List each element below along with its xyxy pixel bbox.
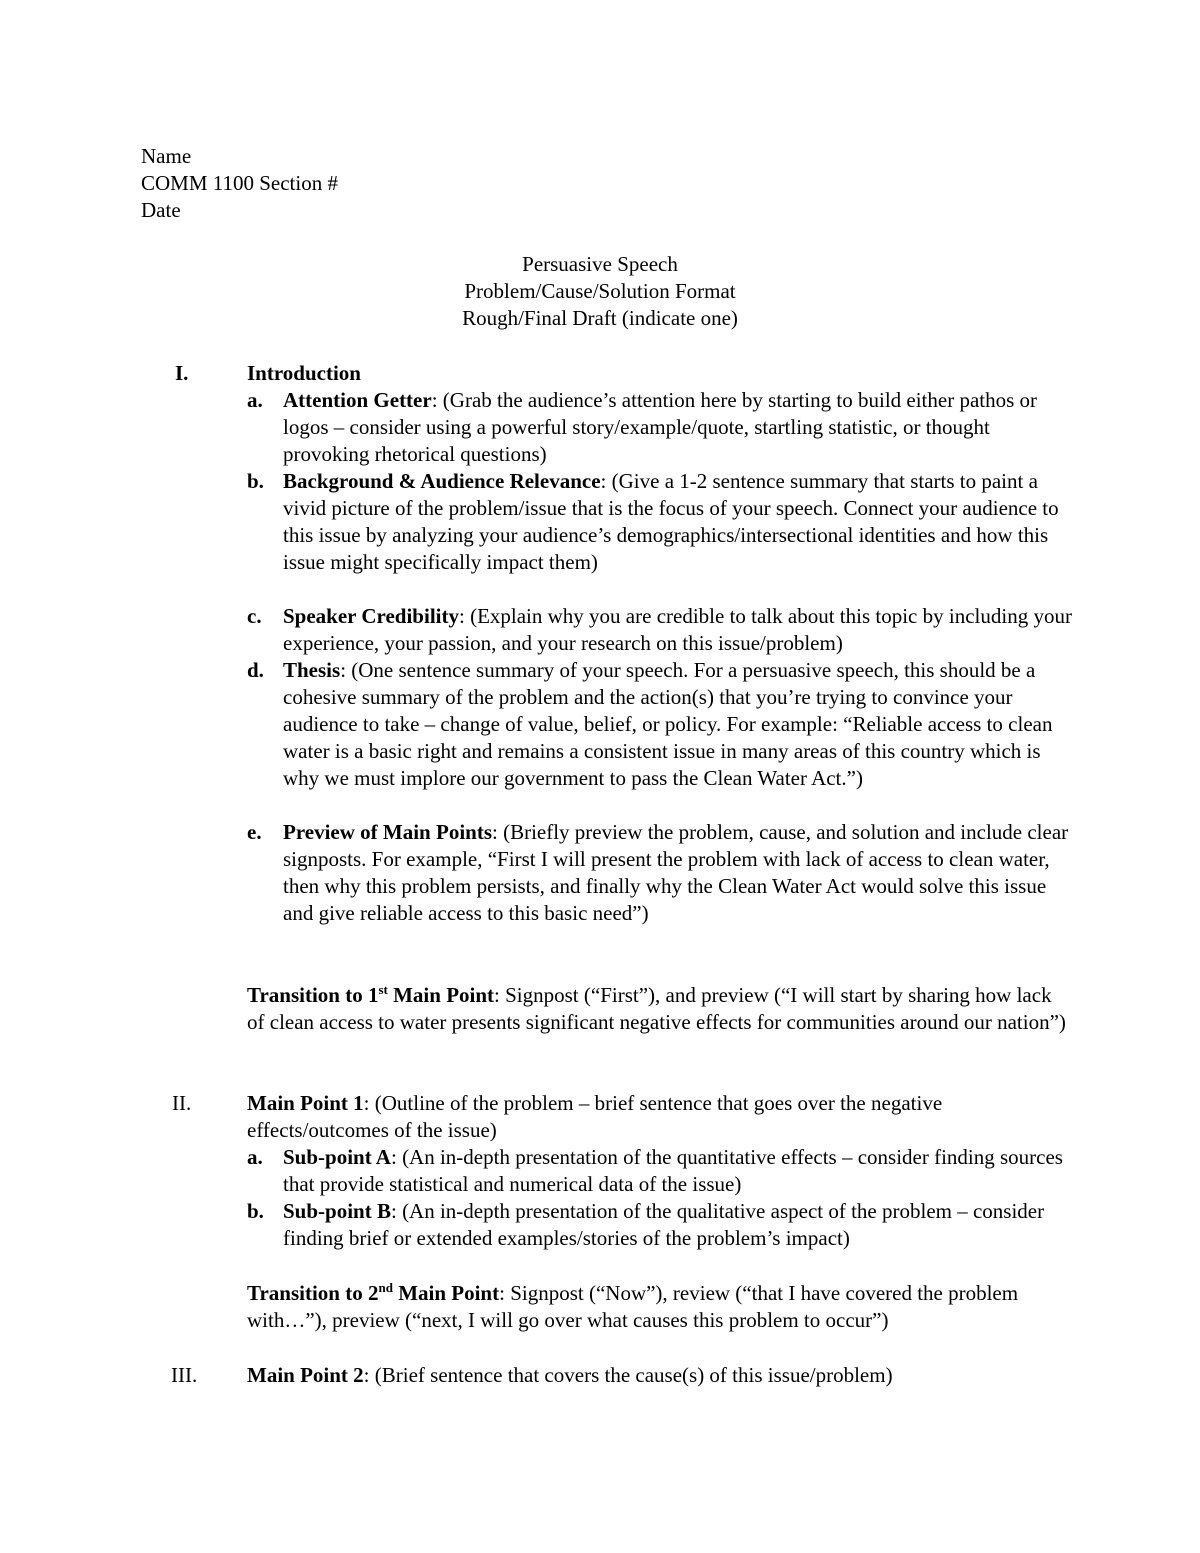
item-label: Attention Getter	[283, 388, 432, 412]
transition-1	[247, 982, 1067, 1036]
date-line: Date	[141, 198, 181, 222]
course-line: COMM 1100 Section #	[141, 171, 338, 195]
section-heading: Introduction	[247, 361, 361, 385]
item-body	[283, 603, 1073, 657]
item-label: Sub-point B	[283, 1199, 391, 1223]
section-text: : (Outline of the problem – brief sentence that goes over the negative effects/outcomes of the issue)	[247, 1091, 943, 1142]
section-numeral: III.	[171, 1363, 198, 1387]
transition-text: : Signpost (“First”), and preview (“I will start by sharing how lack of clean access to water presents significant negative effects for communities around our nation”)	[247, 983, 1066, 1034]
title-block	[0, 251, 1200, 332]
item-text: : (An in-depth presentation of the quantitative effects – consider finding sources that provide statistical and numerical data of the issue)	[283, 1145, 1063, 1196]
item-label: Thesis	[283, 658, 341, 682]
transition-label	[247, 1281, 499, 1305]
name-line: Name	[141, 144, 192, 168]
item-text: : (An in-depth presentation of the qualitative aspect of the problem – consider finding brief or extended examples/stories of the problem’s impact)	[283, 1199, 1045, 1250]
item-letter: b.	[247, 469, 264, 493]
item-body	[283, 1144, 1073, 1198]
item-label: Preview of Main Points	[283, 820, 492, 844]
section-numeral: II.	[172, 1091, 192, 1115]
item-letter: a.	[247, 388, 263, 412]
transition-label-sup: nd	[378, 1280, 393, 1295]
item-letter: b.	[247, 1199, 264, 1223]
transition-label	[247, 983, 494, 1007]
transition-label-sup: st	[378, 982, 388, 997]
item-letter: a.	[247, 1145, 263, 1169]
header-block	[141, 143, 338, 224]
transition-label-pre: Transition to 1	[247, 983, 379, 1007]
section-heading	[247, 1090, 1067, 1144]
transition-label-post: Main Point	[392, 1281, 500, 1305]
transition-text: : Signpost (“Now”), review (“that I have covered the problem with…”), preview (“next, I will go over what causes this problem to occur”)	[247, 1281, 1019, 1332]
item-body	[283, 1198, 1073, 1252]
item-letter: e.	[247, 820, 262, 844]
title-line-2: Problem/Cause/Solution Format	[464, 279, 736, 303]
title-line-3: Rough/Final Draft (indicate one)	[462, 306, 738, 330]
item-body	[283, 387, 1073, 468]
section-label: Main Point 2	[247, 1363, 364, 1387]
item-label: Sub-point A	[283, 1145, 391, 1169]
item-letter: c.	[247, 604, 262, 628]
item-text: : (Explain why you are credible to talk about this topic by including your experience, your passion, and your research on this issue/problem)	[283, 604, 1072, 655]
transition-label-post: Main Point	[387, 983, 495, 1007]
item-text: : (Give a 1-2 sentence summary that starts to paint a vivid picture of the problem/issue that is the focus of your speech. Connect your audience to this issue by analyzing your audience’s demographics/intersectional identities and how this issue might specifically impact them)	[283, 469, 1059, 574]
section-text: : (Brief sentence that covers the cause(s) of this issue/problem)	[363, 1363, 893, 1387]
section-numeral: I.	[175, 361, 189, 385]
item-text: : (Grab the audience’s attention here by starting to build either pathos or logos – consider using a powerful story/example/quote, startling statistic, or thought provoking rhetorical questions)	[283, 388, 1038, 466]
item-text: : (Briefly preview the problem, cause, and solution and include clear signposts. For example, “First I will present the problem with lack of access to clean water, then why this problem persists, and finally why the Clean Water Act would solve this issue and give reliable access to this basic need”)	[283, 820, 1069, 925]
transition-2	[247, 1280, 1067, 1334]
item-label: Background & Audience Relevance	[283, 469, 601, 493]
section-label: Main Point 1	[247, 1091, 364, 1115]
item-body	[283, 819, 1073, 927]
item-label: Speaker Credibility	[283, 604, 459, 628]
item-body	[283, 468, 1073, 576]
item-body	[283, 657, 1073, 792]
item-letter: d.	[247, 658, 264, 682]
item-text: : (One sentence summary of your speech. For a persuasive speech, this should be a cohesive summary of the problem and the action(s) that you’re trying to convince your audience to take – change of value, belief, or policy. For example: “Reliable access to clean water is a basic right and remains a consistent issue in many areas of this country which is why we must implore our government to pass the Clean Water Act.”)	[283, 658, 1053, 790]
title-line-1: Persuasive Speech	[522, 252, 678, 276]
transition-label-pre: Transition to 2	[247, 1281, 379, 1305]
section-heading	[247, 1362, 1067, 1389]
